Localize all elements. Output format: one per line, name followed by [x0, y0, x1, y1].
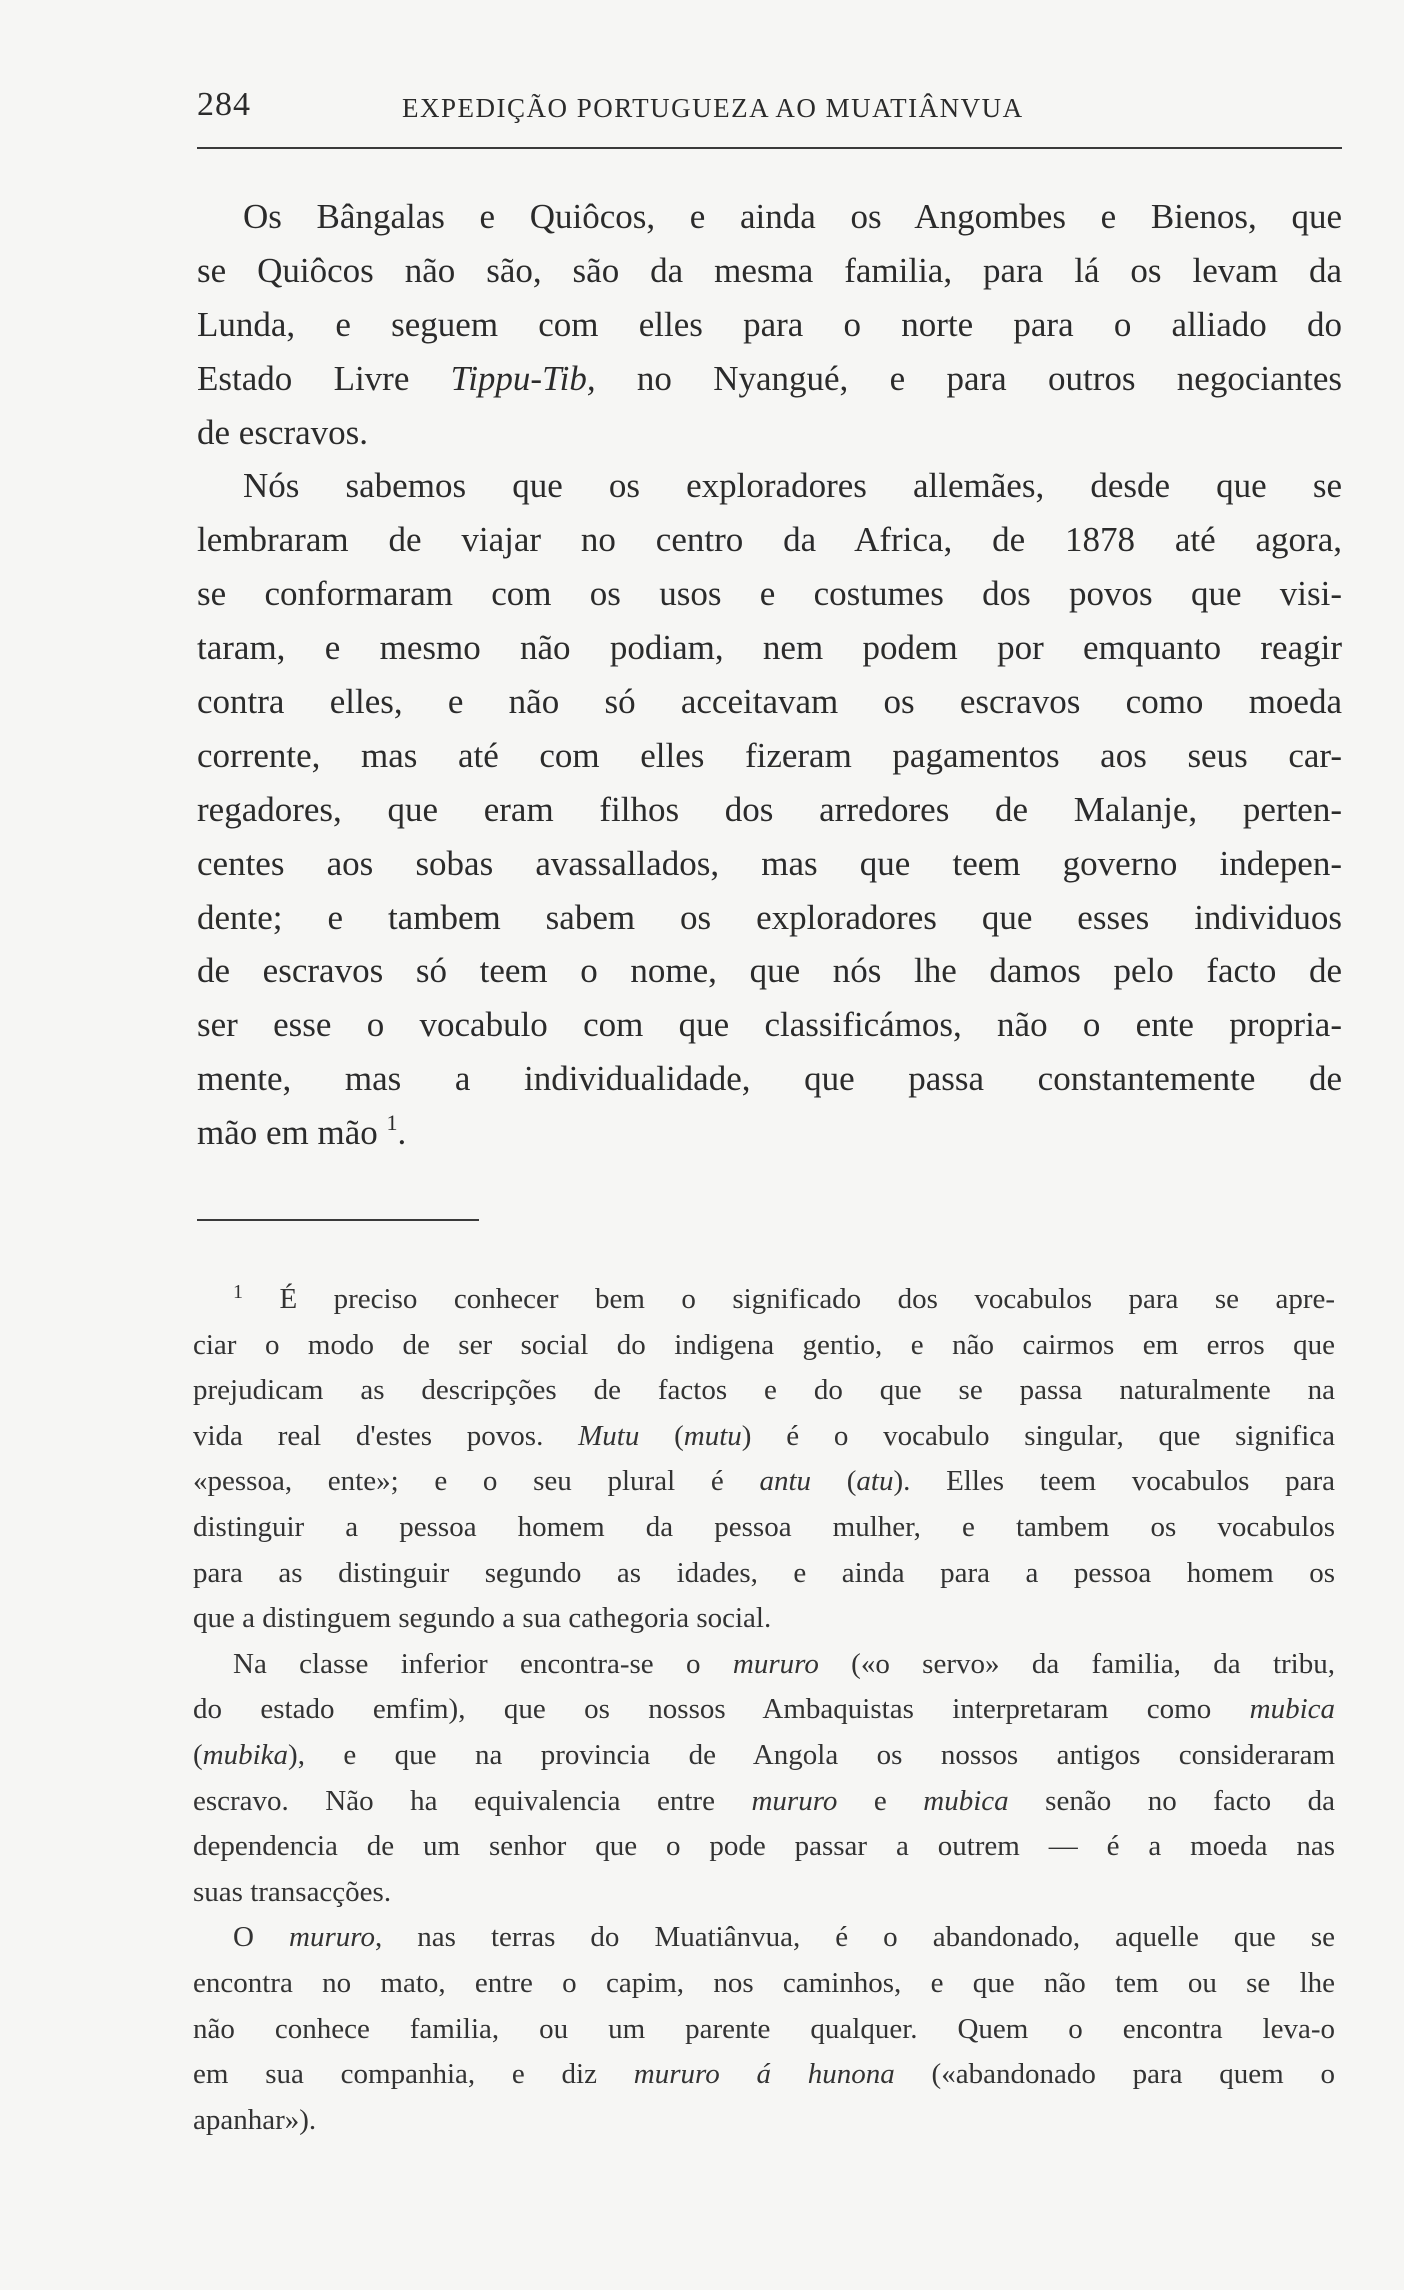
footnote-line: apanhar»).: [193, 2103, 317, 2136]
footnote-line: [193, 1779, 1335, 1825]
footnote-line: [193, 1915, 1335, 1961]
page-number: 284: [197, 86, 251, 123]
page-header: [197, 86, 1342, 136]
text-line: lembraram de viajar no centro da Africa, de 1878 até agora,: [197, 520, 1342, 560]
text-span: ). Elles teem vocabulos para: [893, 1465, 1336, 1498]
text-line: [197, 352, 1342, 406]
footnote-line: dependencia de um senhor que o pode passar a outrem — é a moeda nas: [193, 1830, 1335, 1863]
footnote-line: ciar o modo de ser social do indigena gentio, e não cairmos em erros que: [193, 1328, 1335, 1361]
text-line: de escravos.: [197, 412, 369, 452]
text-span: no Nyangué, e para outros negociantes: [636, 358, 1343, 398]
text-span: (: [846, 1465, 857, 1498]
text-line: mente, mas a individualidade, que passa constantemente de: [197, 1059, 1342, 1099]
term-mubica: mubica: [1249, 1693, 1336, 1726]
name-tippu-tib: Tippu-Tib,: [450, 358, 596, 398]
text-line: dente; e tambem sabem os exploradores que esses individuos: [197, 897, 1342, 937]
term-mubika: mubika: [202, 1738, 289, 1771]
text-span: (: [193, 1738, 203, 1771]
text-line: regadores, que eram filhos dos arredores de Malanje, perten-: [197, 789, 1342, 829]
footnote-line: distinguir a pessoa homem da pessoa mulher, e tambem os vocabulos: [193, 1510, 1335, 1543]
text-span: É preciso conhecer bem o significado dos vocabulos para se apre-: [279, 1283, 1336, 1315]
text-span: vida real d'estes povos.: [193, 1419, 544, 1452]
text-span: senão no facto da: [1045, 1784, 1336, 1817]
text-span: («o servo» da familia, da tribu,: [851, 1647, 1335, 1680]
footnote-line: para as distinguir segundo as idades, e ainda para a pessoa homem os: [193, 1556, 1335, 1589]
text-span: do estado emfim), que os nossos Ambaquistas interpretaram como: [193, 1693, 1212, 1726]
footnote-line: [193, 1687, 1335, 1733]
text-line: de escravos só teem o nome, que nós lhe damos pelo facto de: [197, 951, 1342, 991]
text-line: centes aos sobas avassallados, mas que teem governo indepen-: [197, 843, 1342, 883]
text-line: [197, 1106, 1342, 1160]
footnotes: [193, 1277, 1335, 2143]
text-span: ), e que na provincia de Angola os nossos antigos consideraram: [288, 1738, 1335, 1771]
text-line: se conformaram com os usos e costumes dos povos que visi-: [197, 574, 1342, 614]
text-span: (: [674, 1419, 684, 1452]
term-mururo: mururo: [289, 1921, 375, 1954]
footnote-line: que a distinguem segundo a sua cathegoria social.: [193, 1602, 772, 1635]
term-mururo: mururo: [732, 1647, 819, 1680]
running-head: EXPEDIÇÃO PORTUGUEZA AO MUATIÂNVUA: [402, 93, 1024, 123]
term-mubica: mubica: [923, 1784, 1009, 1817]
text-line: taram, e mesmo não podiam, nem podem por emquanto reagir: [197, 628, 1342, 668]
main-text: [197, 190, 1342, 1160]
footnote-reference[interactable]: 1: [386, 1110, 398, 1136]
footnote-rule: [197, 1219, 479, 1221]
text-span: mão em mão: [197, 1113, 378, 1153]
text-line: se Quiôcos não são, são da mesma familia, para lá os levam da: [197, 250, 1342, 290]
text-span: «pessoa, ente»; e o seu plural é: [193, 1465, 724, 1498]
footnote-line: [193, 1459, 1335, 1505]
text-span: .: [397, 1113, 407, 1153]
text-span: Na classe inferior encontra-se o: [233, 1647, 701, 1680]
footnote-line: [193, 1733, 1335, 1779]
text-span: Estado Livre: [197, 358, 410, 398]
term-mururo-hunona: mururo á hunona: [633, 2058, 895, 2091]
text-span: O: [233, 1921, 254, 1954]
term-mururo: mururo: [751, 1784, 838, 1817]
footnote-line: [193, 2052, 1335, 2098]
text-span: e: [873, 1784, 887, 1817]
text-line: Os Bângalas e Quiôcos, e ainda os Angombes e Bienos, que: [243, 197, 1342, 236]
term-antu: antu: [759, 1465, 811, 1498]
footnote-line: [193, 1414, 1335, 1460]
footnote-line: suas transacções.: [193, 1875, 392, 1908]
footnote-marker: 1: [233, 1281, 243, 1303]
header-rule: [197, 147, 1342, 149]
text-span: («abandonado para quem o: [931, 2058, 1335, 2091]
text-span: ) é o vocabulo singular, que significa: [741, 1419, 1336, 1452]
text-line: Nós sabemos que os exploradores allemães, desde que se: [243, 466, 1342, 506]
text-span: , nas terras do Muatiânvua, é o abandonado, aquelle que se: [374, 1921, 1335, 1954]
term-mutu: Mutu: [578, 1419, 640, 1452]
text-line: ser esse o vocabulo com que classificámos, não o ente propria-: [197, 1005, 1342, 1045]
text-line: corrente, mas até com elles fizeram pagamentos aos seus car-: [197, 735, 1342, 775]
footnote-line: prejudicam as descripções de factos e do que se passa naturalmente na: [193, 1374, 1335, 1407]
footnote-line: [193, 1277, 1335, 1323]
text-span: em sua companhia, e diz: [193, 2058, 597, 2091]
footnote-line: não conhece familia, ou um parente qualquer. Quem o encontra leva-o: [193, 2012, 1335, 2045]
term-atu: atu: [856, 1465, 894, 1498]
term-mutu-variant: mutu: [683, 1419, 742, 1452]
text-span: escravo. Não ha equivalencia entre: [193, 1784, 715, 1817]
text-line: Lunda, e seguem com elles para o norte para o alliado do: [197, 304, 1342, 344]
footnote-line: [193, 1642, 1335, 1688]
text-line: contra elles, e não só acceitavam os escravos como moeda: [197, 682, 1342, 722]
footnote-line: encontra no mato, entre o capim, nos caminhos, e que não tem ou se lhe: [193, 1966, 1335, 1999]
